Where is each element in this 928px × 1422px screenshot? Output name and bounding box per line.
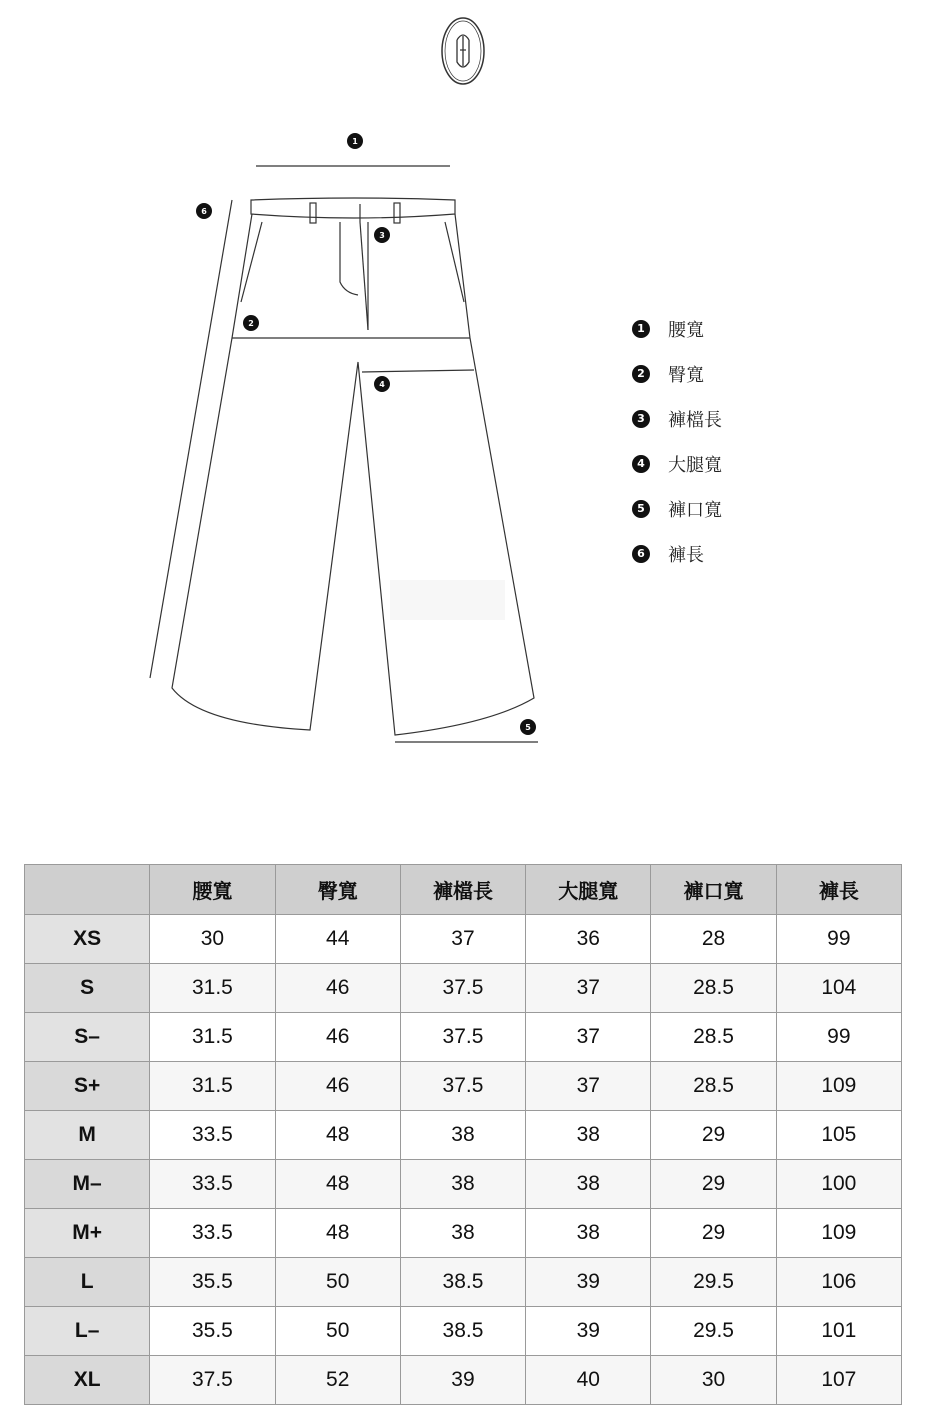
table-cell: 29.5 [651, 1307, 776, 1356]
table-cell: 37.5 [400, 1013, 525, 1062]
legend-number: 6 [632, 545, 650, 563]
table-cell: 38.5 [400, 1307, 525, 1356]
legend-number: 1 [632, 320, 650, 338]
table-cell: 38 [526, 1209, 651, 1258]
table-cell: 37 [400, 915, 525, 964]
table-cell: 37.5 [150, 1356, 275, 1405]
column-header: 褲長 [776, 865, 901, 915]
marker-6 [196, 203, 212, 219]
table-cell: 38.5 [400, 1258, 525, 1307]
table-cell: 37 [526, 964, 651, 1013]
table-row [25, 1209, 902, 1258]
marker-1 [347, 133, 363, 149]
legend-label: 褲口寬 [668, 499, 722, 521]
table-cell: 39 [526, 1258, 651, 1307]
table-cell: 46 [275, 964, 400, 1013]
table-cell: 48 [275, 1209, 400, 1258]
table-cell: 29.5 [651, 1258, 776, 1307]
table-cell: 37 [526, 1062, 651, 1111]
size-label: M+ [25, 1209, 150, 1258]
table-row [25, 1307, 902, 1356]
measurement-legend [632, 306, 832, 576]
table-cell: 99 [776, 1013, 901, 1062]
table-cell: 39 [526, 1307, 651, 1356]
legend-item [632, 486, 832, 531]
marker-3 [374, 227, 390, 243]
table-row [25, 1160, 902, 1209]
table-cell: 33.5 [150, 1209, 275, 1258]
table-cell: 107 [776, 1356, 901, 1405]
table-row [25, 1111, 902, 1160]
table-cell: 40 [526, 1356, 651, 1405]
column-header: 大腿寬 [526, 865, 651, 915]
svg-text:1: 1 [352, 137, 358, 146]
table-cell: 38 [400, 1160, 525, 1209]
table-cell: 28.5 [651, 964, 776, 1013]
size-label: M– [25, 1160, 150, 1209]
table-cell: 48 [275, 1111, 400, 1160]
table-cell: 44 [275, 915, 400, 964]
table-cell: 31.5 [150, 964, 275, 1013]
table-cell: 99 [776, 915, 901, 964]
table-cell: 35.5 [150, 1307, 275, 1356]
thigh-measure-line [362, 370, 474, 372]
table-header-row [25, 865, 902, 915]
size-label: M [25, 1111, 150, 1160]
table-cell: 37 [526, 1013, 651, 1062]
table-cell: 31.5 [150, 1013, 275, 1062]
marker-2 [243, 315, 259, 331]
legend-number: 5 [632, 500, 650, 518]
legend-item [632, 531, 832, 576]
table-cell: 38 [400, 1209, 525, 1258]
legend-label: 臀寬 [668, 364, 704, 386]
table-cell: 38 [400, 1111, 525, 1160]
svg-text:6: 6 [201, 207, 207, 216]
size-label: XS [25, 915, 150, 964]
length-measure-line [150, 200, 232, 678]
waistband [251, 198, 455, 218]
legend-item [632, 441, 832, 486]
marker-4 [374, 376, 390, 392]
legend-item [632, 306, 832, 351]
table-row [25, 964, 902, 1013]
table-row [25, 1013, 902, 1062]
table-cell: 48 [275, 1160, 400, 1209]
table-row [25, 1258, 902, 1307]
size-label: S+ [25, 1062, 150, 1111]
table-cell: 38 [526, 1160, 651, 1209]
legend-label: 褲檔長 [668, 409, 722, 431]
table-cell: 52 [275, 1356, 400, 1405]
table-row [25, 1062, 902, 1111]
svg-text:3: 3 [379, 231, 385, 240]
column-header: 褲檔長 [400, 865, 525, 915]
table-cell: 30 [651, 1356, 776, 1405]
size-chart-table [24, 864, 902, 1405]
column-header: 腰寬 [150, 865, 275, 915]
marker-5 [520, 719, 536, 735]
svg-text:5: 5 [525, 723, 531, 732]
column-header: 臀寬 [275, 865, 400, 915]
size-label: XL [25, 1356, 150, 1405]
table-cell: 101 [776, 1307, 901, 1356]
svg-text:4: 4 [379, 380, 385, 389]
table-cell: 105 [776, 1111, 901, 1160]
size-label: S [25, 964, 150, 1013]
table-cell: 29 [651, 1209, 776, 1258]
table-cell: 104 [776, 964, 901, 1013]
legend-label: 大腿寬 [668, 454, 722, 476]
table-cell: 33.5 [150, 1111, 275, 1160]
legend-item [632, 351, 832, 396]
table-cell: 35.5 [150, 1258, 275, 1307]
table-cell: 28.5 [651, 1013, 776, 1062]
legend-number: 3 [632, 410, 650, 428]
table-cell: 50 [275, 1307, 400, 1356]
table-cell: 37.5 [400, 964, 525, 1013]
legend-number: 4 [632, 455, 650, 473]
legend-item [632, 396, 832, 441]
table-cell: 36 [526, 915, 651, 964]
legend-label: 褲長 [668, 544, 704, 566]
legend-label: 腰寬 [668, 319, 704, 341]
table-cell: 30 [150, 915, 275, 964]
column-header: 褲口寬 [651, 865, 776, 915]
table-cell: 38 [526, 1111, 651, 1160]
table-row [25, 915, 902, 964]
table-cell: 33.5 [150, 1160, 275, 1209]
table-cell: 46 [275, 1062, 400, 1111]
table-row [25, 1356, 902, 1405]
table-cell: 100 [776, 1160, 901, 1209]
table-cell: 28 [651, 915, 776, 964]
table-cell: 29 [651, 1111, 776, 1160]
table-cell: 106 [776, 1258, 901, 1307]
size-label: S– [25, 1013, 150, 1062]
svg-text:2: 2 [248, 319, 254, 328]
table-cell: 31.5 [150, 1062, 275, 1111]
table-cell: 109 [776, 1209, 901, 1258]
legend-number: 2 [632, 365, 650, 383]
table-cell: 39 [400, 1356, 525, 1405]
pants-outline [172, 214, 534, 735]
size-column-header [25, 865, 150, 915]
table-cell: 29 [651, 1160, 776, 1209]
size-label: L [25, 1258, 150, 1307]
table-cell: 109 [776, 1062, 901, 1111]
table-cell: 28.5 [651, 1062, 776, 1111]
size-label: L– [25, 1307, 150, 1356]
table-cell: 46 [275, 1013, 400, 1062]
table-cell: 50 [275, 1258, 400, 1307]
table-cell: 37.5 [400, 1062, 525, 1111]
